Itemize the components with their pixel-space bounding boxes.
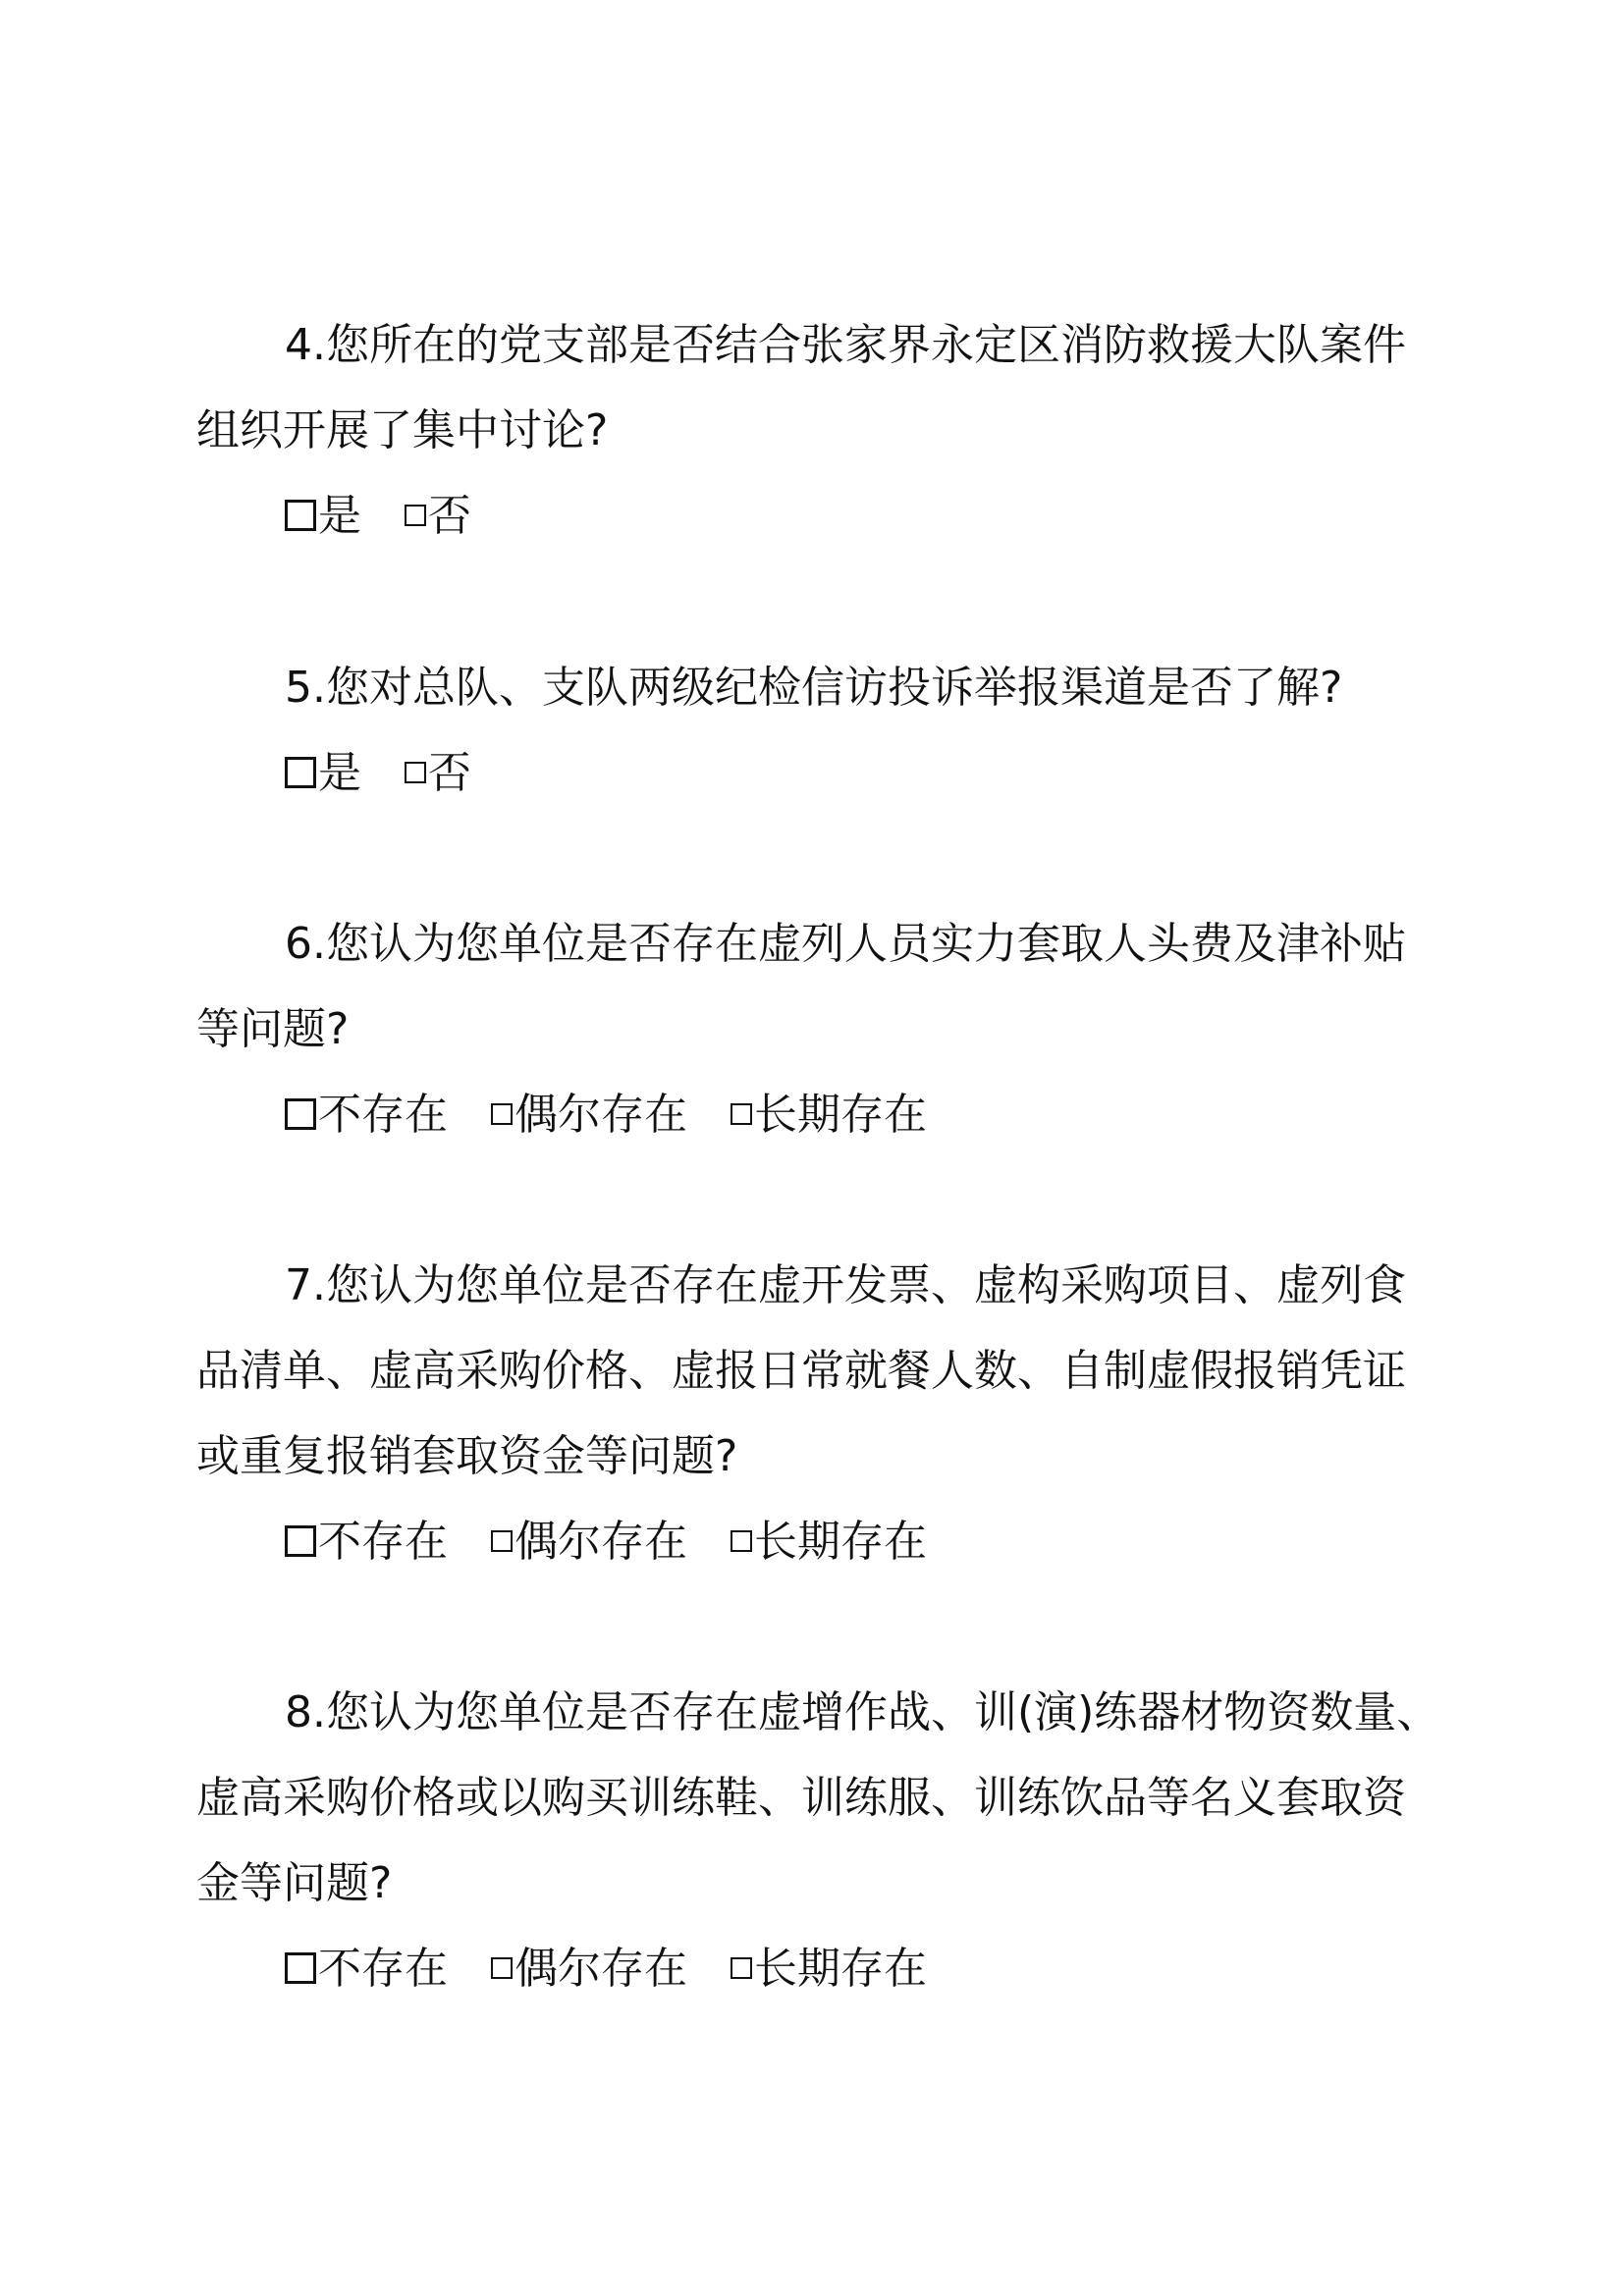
option-occasional[interactable] — [485, 1072, 687, 1157]
question-7 — [196, 1243, 1443, 1584]
answer-options — [196, 730, 1443, 816]
checkbox-icon[interactable] — [491, 1103, 513, 1125]
checkbox-icon[interactable] — [731, 1957, 752, 1979]
question-text: 8.您认为您单位是否存在虚增作战、训(演)练器材物资数量、虚高采购价格或以购买训练鞋、训练服、训练饮品等名义套取资金等问题? — [196, 1687, 1440, 1908]
checkbox-icon[interactable] — [731, 1103, 752, 1125]
option-label: 偶尔存在 — [514, 1090, 687, 1140]
checkbox-icon[interactable] — [731, 1530, 752, 1552]
option-occasional[interactable] — [485, 1499, 687, 1584]
checkbox-icon[interactable] — [285, 1952, 316, 1984]
answer-options — [196, 1072, 1443, 1157]
answer-options — [196, 1499, 1443, 1584]
option-long-term[interactable] — [725, 1072, 927, 1157]
option-label: 是 — [318, 491, 361, 541]
answer-options — [196, 473, 1443, 559]
option-no[interactable] — [399, 473, 471, 559]
checkbox-icon[interactable] — [491, 1530, 513, 1552]
option-label: 偶尔存在 — [514, 1944, 687, 1994]
option-label: 不存在 — [318, 1090, 448, 1140]
option-not-exist[interactable] — [285, 1926, 448, 2011]
question-text: 5.您对总队、支队两级纪检信访投诉举报渠道是否了解? — [285, 663, 1343, 713]
option-yes[interactable] — [285, 730, 361, 816]
option-label: 长期存在 — [754, 1090, 927, 1140]
option-label: 不存在 — [318, 1517, 448, 1567]
option-label: 长期存在 — [754, 1517, 927, 1567]
option-long-term[interactable] — [725, 1499, 927, 1584]
option-not-exist[interactable] — [285, 1499, 448, 1584]
checkbox-icon[interactable] — [285, 1525, 316, 1557]
option-occasional[interactable] — [485, 1926, 687, 2011]
answer-options — [196, 1926, 1443, 2011]
option-label: 否 — [428, 491, 471, 541]
checkbox-icon[interactable] — [285, 757, 316, 788]
checkbox-icon[interactable] — [285, 1098, 316, 1130]
option-not-exist[interactable] — [285, 1072, 448, 1157]
option-yes[interactable] — [285, 473, 361, 559]
question-text: 4.您所在的党支部是否结合张家界永定区消防救援大队案件组织开展了集中讨论? — [196, 320, 1406, 455]
option-label: 长期存在 — [754, 1944, 927, 1994]
option-label: 不存在 — [318, 1944, 448, 1994]
checkbox-icon[interactable] — [405, 505, 426, 526]
question-6 — [196, 901, 1443, 1157]
question-text: 7.您认为您单位是否存在虚开发票、虚构采购项目、虚列食品清单、虚高采购价格、虚报日常就餐人数、自制虚假报销凭证或重复报销套取资金等问题? — [196, 1260, 1406, 1481]
option-no[interactable] — [399, 730, 471, 816]
option-label: 是 — [318, 748, 361, 798]
question-8 — [196, 1670, 1443, 2011]
option-label: 偶尔存在 — [514, 1517, 687, 1567]
checkbox-icon[interactable] — [285, 500, 316, 531]
checkbox-icon[interactable] — [405, 762, 426, 783]
checkbox-icon[interactable] — [491, 1957, 513, 1979]
question-5 — [196, 645, 1443, 816]
question-text: 6.您认为您单位是否存在虚列人员实力套取人头费及津补贴等问题? — [196, 919, 1406, 1054]
option-long-term[interactable] — [725, 1926, 927, 2011]
question-4 — [196, 302, 1443, 559]
option-label: 否 — [428, 748, 471, 798]
